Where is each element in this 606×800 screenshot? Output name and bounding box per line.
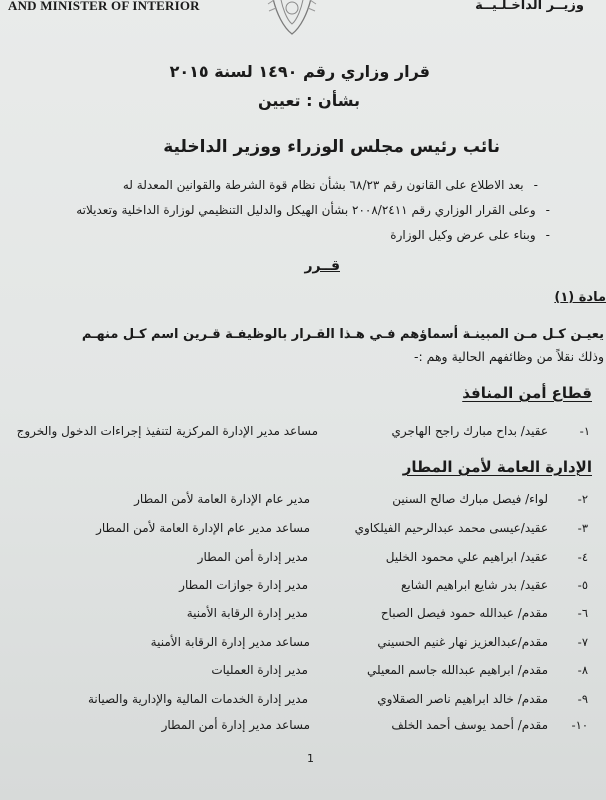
dash-marker: - xyxy=(545,203,550,217)
person-name: عقيد/ ابراهيم علي محمود الخليل xyxy=(385,550,548,564)
decided-heading: قــرر xyxy=(304,258,340,274)
article-text-line-2: وذلك نقلاً من وظائفهم الحالية وهم :- xyxy=(413,349,604,364)
person-name: عقيد/ بدر شايع ابراهيم الشايع xyxy=(401,578,548,592)
person-name: عقيد/ بداح مبارك راجح الهاجري xyxy=(391,424,548,438)
decision-number-title: قرار وزاري رقم ١٤٩٠ لسنة ٢٠١٥ xyxy=(169,62,430,81)
position-title: مدير إدارة الخدمات المالية والإدارية والصيانة xyxy=(87,692,308,706)
person-name: مقدم/ خالد ابراهيم ناصر الصقلاوي xyxy=(377,692,548,706)
section-title: قطاع أمن المنافذ xyxy=(462,384,592,402)
position-title: مدير إدارة العمليات xyxy=(211,663,308,677)
row-number: ٤- xyxy=(577,550,588,564)
row-number: ٧- xyxy=(577,635,588,649)
header-english-text: AND MINISTER OF INTERIOR xyxy=(8,0,200,13)
preamble-item: -بعد الاطلاع على القانون رقم ٦٨/٢٣ بشأن نظام قوة الشرطة والقوانين المعدلة له xyxy=(122,178,538,192)
person-name: عقيد/عيسى محمد عبدالرحيم الفيلكاوي xyxy=(354,521,548,535)
position-title: مدير إدارة أمن المطار xyxy=(197,550,308,564)
position-title: مساعد مدير الإدارة المركزية لتنفيذ إجراءات الدخول والخروج xyxy=(16,424,318,438)
page-number: 1 xyxy=(307,752,314,765)
row-number: ١٠- xyxy=(571,718,588,732)
person-name: مقدم/ أحمد يوسف أحمد الخلف xyxy=(391,718,548,732)
header-arabic-text: وزيــر الداخـلـيــة xyxy=(475,0,584,13)
article-label: مادة (١) xyxy=(554,290,606,305)
dash-marker: - xyxy=(533,178,538,192)
decision-subject: بشأن : تعيين xyxy=(258,91,360,110)
position-title: مساعد مدير عام الإدارة العامة لأمن المطار xyxy=(96,521,310,535)
state-emblem-icon xyxy=(262,0,322,40)
section-title: الإدارة العامة لأمن المطار xyxy=(402,458,592,476)
person-name: لواء/ فيصل مبارك صالح السنين xyxy=(392,492,548,506)
row-number: ٥- xyxy=(577,578,588,592)
preamble-item: -وبناء على عرض وكيل الوزارة xyxy=(390,228,550,242)
person-name: مقدم/ عبدالله حمود فيصل الصباح xyxy=(380,606,548,620)
person-name: مقدم/ ابراهيم عبدالله جاسم المعيلي xyxy=(367,663,548,677)
position-title: مساعد مدير إدارة أمن المطار xyxy=(161,718,310,732)
dash-marker: - xyxy=(545,228,550,242)
row-number: ٣- xyxy=(577,521,588,535)
position-title: مدير إدارة الرقابة الأمنية xyxy=(186,606,308,620)
person-name: مقدم/عبدالعزيز نهار غنيم الحسيني xyxy=(377,635,548,649)
position-title: مدير عام الإدارة العامة لأمن المطار xyxy=(134,492,310,506)
article-text-line-1: يعيـن كـل مـن المبينـة أسماؤهم فـي هـذا القـرار بالوظيفـة قـرين اسم كـل منهـم xyxy=(81,327,604,342)
row-number: ٨- xyxy=(577,663,588,677)
position-title: مدير إدارة جوازات المطار xyxy=(179,578,308,592)
row-number: ١- xyxy=(579,424,590,438)
row-number: ٦- xyxy=(577,606,588,620)
position-title: مساعد مدير إدارة الرقابة الأمنية xyxy=(150,635,310,649)
row-number: ٢- xyxy=(577,492,588,506)
issuer-title: نائب رئيس مجلس الوزراء ووزير الداخلية xyxy=(163,137,500,157)
preamble-item: -وعلى القرار الوزاري رقم ٢٠٠٨/٢٤١١ بشأن الهيكل والدليل التنظيمي لوزارة الداخلية وتعديلاته xyxy=(76,203,550,217)
row-number: ٩- xyxy=(577,692,588,706)
